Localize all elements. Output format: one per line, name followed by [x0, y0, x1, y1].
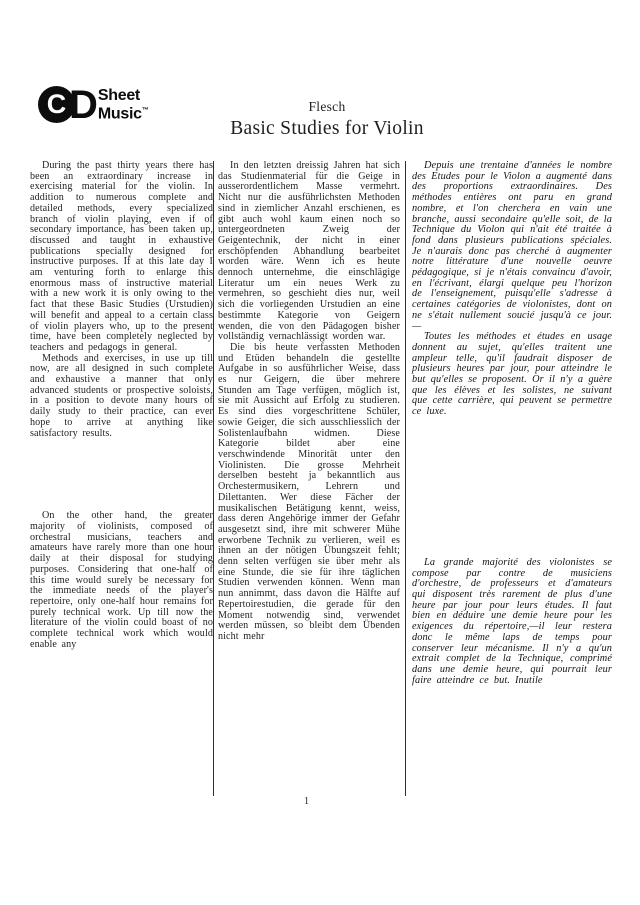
trademark-symbol: ™ — [141, 106, 149, 114]
logo-letter-d: D — [69, 82, 97, 127]
english-paragraph-2: Methods and exercises, in use up till now, are all designed in such complete and exhaustive a manner that only advanced students or prospective soloists, in a position to devote many hours of daily study to their practice, can ever hope to arrive at anything like satisfactory results. — [30, 352, 213, 439]
logo-music-word: Music — [97, 105, 142, 123]
english-column-gap — [30, 439, 213, 511]
page-number: 1 — [303, 796, 310, 807]
column-german — [218, 161, 400, 796]
three-column-text-block — [30, 161, 612, 796]
logo-sheet-text: Sheet — [97, 86, 140, 104]
german-paragraph-1: In den letzten dreissig Jahren hat sich das Studienmaterial für die Geige in ausserordentlichem Masse vermehrt. Nicht nur die ausführlichsten Methoden sind in ziemlicher Anzahl erschienen, es gibt auch wohl kaum einen noch so untergeordneten Zweig der Geigentechnik, der nicht in einer erschöpfenden Abhandlung bearbeitet worden wäre. Wenn ich es heute dennoch unternehme, die einschlägige Literatur um ein neues Werk zu vermehren, so geschieht dies nur, weil sich die vorliegenden Urstudien an eine bestimmte Kategorie von Geigern wenden, die von den Pädagogen bisher vollständig vernachlässigt worden war. — [218, 160, 400, 343]
french-column-gap — [412, 418, 612, 558]
french-paragraph-3: La grande majorité des violonistes se compose par contre de musiciens d'orchestre, de professeurs et d'amateurs qui disposent très rarement de plus d'une heure par jour pour leurs études. Il faut bien en déduire une demie heure pour les exigences du répertoire,—il leur restera donc le même laps de temps pour conserver leur mécanisme. Il n'y a qu'un extrait complet de la Technique, comprimé dans une demie heure, qui pourrait leur faire atteindre ce but. Inutile — [412, 556, 612, 686]
german-paragraph-2: Die bis heute verfassten Methoden und Etüden behandeln die gestellte Aufgabe in so ausführlicher Weise, dass es nur Geigern, die über mehrere Stunden am Tage verfügen, möglich ist, sie mit Aussicht auf Erfolg zu studieren. Es sind dies vorgeschrittene Schüler, sowie Geiger, die sich ausschliesslich der Solistenlaufbahn widmen. Diese Kategorie bildet aber eine verschwindende Minorität unter den Violinisten. Die grosse Mehrheit derselben besteht ja bekanntlich aus Orchestermusikern, Lehrern und Dilettanten. Wer diese Fächer der musikalischen Betätigung kennt, weiss, dass deren Angehörige immer der Gefahr ausgesetzt sind, ihre mit schwerer Mühe erworbene Technik zu verlieren, weil es ihnen an der nötigen Übungszeit fehlt; denn selten verfügen sie über mehr als eine Stunde, die sie für ihre täglichen Studien verwenden können. Wenn man nun annimmt, dass davon die Hälfte auf Repertoirestudien, die gerade für den Moment notwendig sind, verwendet werden müssen, so bleibt dem Übenden nicht mehr — [218, 341, 400, 642]
french-paragraph-2: Toutes les méthodes et études en usage donnent au sujet, qu'elles traitent une ampleur telle, qu'il faudrait disposer de plusieurs heures par jour, pour atteindre le but qu'elles se proposent. Or il n'y a guère que les élèves et les solistes, ne suivant que cette carrière, qui peuvent se permettre ce luxe. — [412, 331, 612, 418]
logo-letter-c: C — [46, 89, 67, 119]
column-divider-left — [213, 161, 214, 796]
page-header — [0, 99, 640, 140]
english-paragraph-3: On the other hand, the greater majority of violinists, composed of orchestral musicians, teachers and amateurs have rarely more than one hour daily at their disposal for studying purposes. Considering that one-half of this time would surely be necessary for the immediate needs of the player's repertoire, only one-half hour remains for purely technical work. Up till now the literature of the violin could boast of no complete technical work which would enable any — [30, 510, 213, 650]
english-paragraph-1: During the past thirty years there has been an extraordinary increase in exercising material for the violin. In addition to numerous complete and detailed methods, every specialized branch of violin playing, even if of secondary importance, has been taken up, discussed and taught in exhaustive publications specially designed for instructive purposes. If at this late day I am venturing forth to enlarge this enormous mass of instructive material with a new work it is only owing to the fact that these Basic Studies (Urstudien) will benefit and appeal to a certain class of violin players who, up to the present time, have been completely neglected by teachers and pedagogs in general. — [30, 160, 213, 353]
column-french — [412, 161, 612, 796]
page-title: Basic Studies for Violin — [230, 118, 424, 139]
column-english — [30, 161, 213, 796]
composer-name: Flesch — [308, 99, 346, 114]
column-divider-right — [405, 161, 406, 796]
french-paragraph-1: Depuis une trentaine d'années le nombre des Etudes pour le Violon a augmenté dans des proportions extraordinaires. Des méthodes entières ont paru en grand nombre, et l'on cherchera en vain une branche, aussi secondaire qu'elle soit, de la Technique du Violon qui n'ait été traitée à fond dans plusieurs publications spéciales. Je n'aurais donc pas cherché à augmenter notre littérature d'une nouvelle oeuvre pédagogique, si je n'étais convaincu d'avoir, en l'écrivant, élargi quelque peu l'horizon de l'enseignement, puisqu'elle s'adresse à certaines catégories de violonistes, dont on ne s'était nullement soucié jusqu'à ce jour.— — [412, 160, 612, 332]
